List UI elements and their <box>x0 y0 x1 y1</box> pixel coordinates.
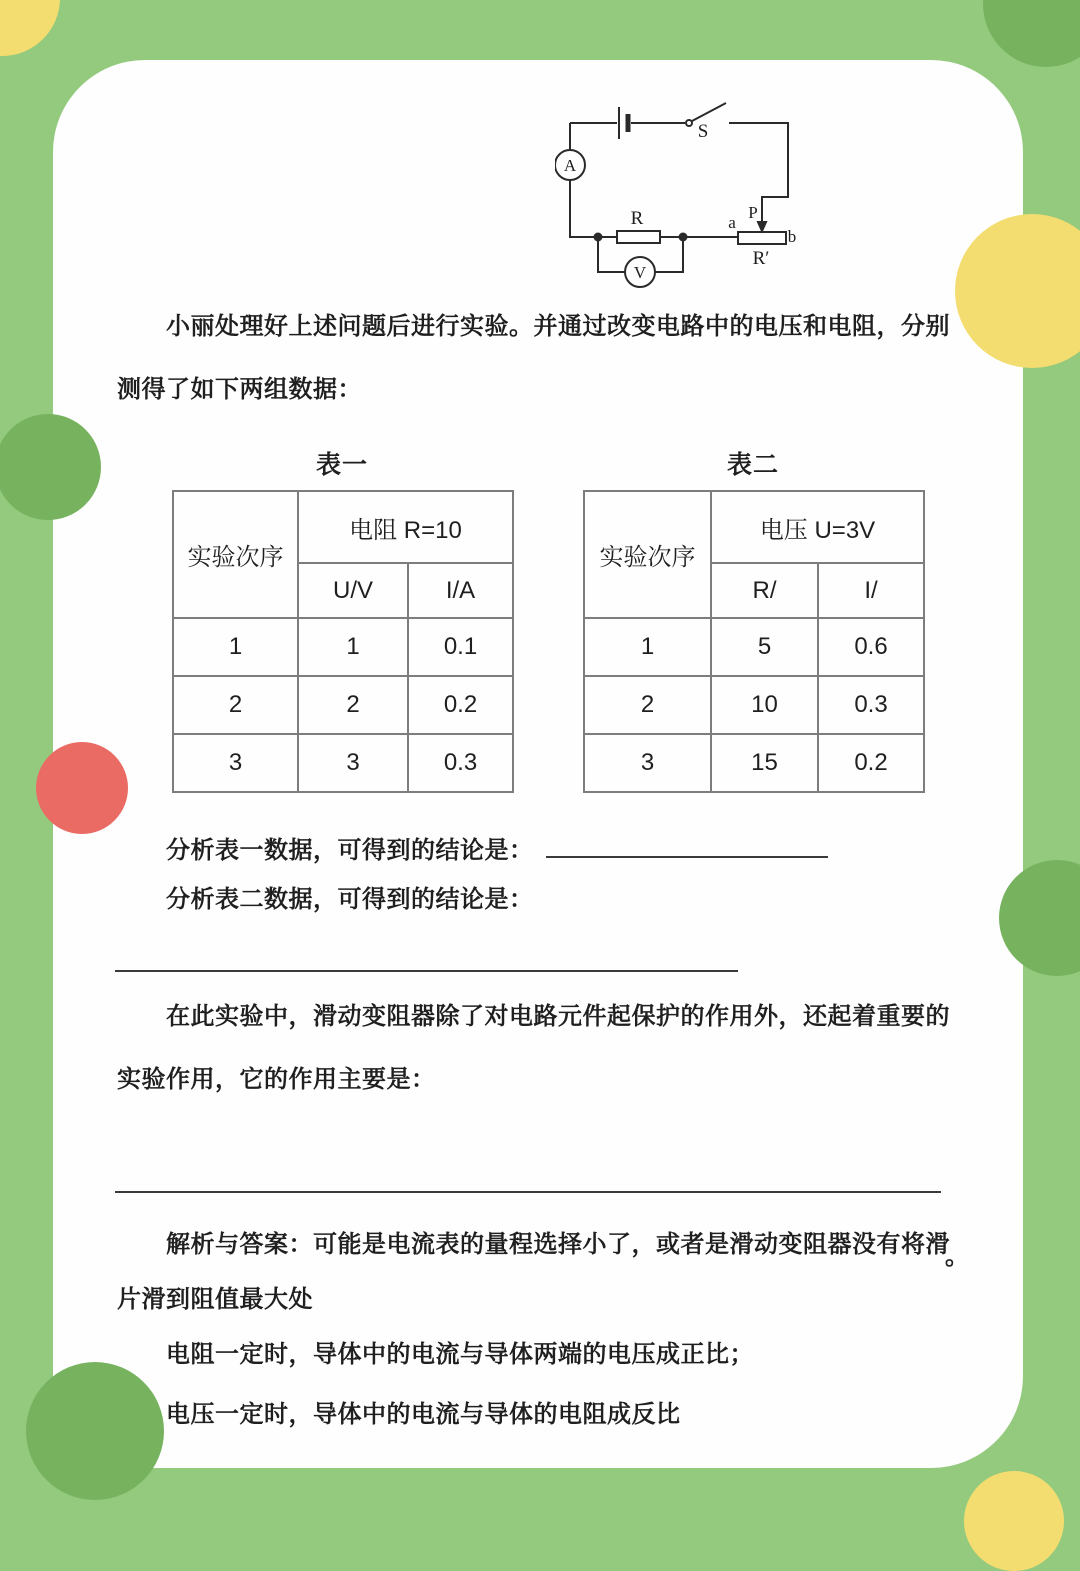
answer-conclusion-1: 电阻一定时，导体中的电流与导体两端的电压成正比； <box>166 1341 754 1368</box>
decor-circle-green-top-right <box>983 0 1080 67</box>
cell: 0.3 <box>818 676 924 734</box>
worksheet-card <box>53 60 1023 1468</box>
table-row <box>173 734 513 792</box>
table-two-span-header: 电压 U=3V <box>711 491 924 563</box>
circuit-svg <box>555 95 800 295</box>
blank-period: 。 <box>945 1243 969 1270</box>
intro-line-2: 测得了如下两组数据： <box>117 376 362 403</box>
decor-circle-green-left <box>0 414 101 520</box>
answer-conclusion-2: 电压一定时，导体中的电流与导体的电阻成反比 <box>166 1401 681 1428</box>
cell: 3 <box>173 734 298 792</box>
table-two-corner-header: 实验次序 <box>584 491 711 618</box>
table-two-col-header: R/ <box>711 563 818 618</box>
answer-blank-one <box>546 830 828 858</box>
table-one-section <box>172 448 512 793</box>
switch-label: S <box>697 121 709 142</box>
decor-circle-yellow-bottom-right <box>964 1471 1064 1571</box>
answer-line-1 <box>166 1230 950 1260</box>
circuit-diagram <box>555 95 800 295</box>
table-one-title: 表一 <box>315 451 368 479</box>
table-one-span-header: 电阻 R=10 <box>298 491 513 563</box>
rheostat-body <box>738 232 786 244</box>
terminal-b-label: b <box>787 227 797 246</box>
table-two-section <box>583 448 923 793</box>
question-three-line-2: 实验作用，它的作用主要是： <box>117 1066 436 1093</box>
table-row <box>584 618 924 676</box>
answer-blank-two <box>115 970 738 972</box>
question-one <box>166 830 828 866</box>
slider-label: P <box>748 203 758 222</box>
table-one-col-header: U/V <box>298 563 408 618</box>
switch-pivot <box>686 120 692 126</box>
cell: 2 <box>298 676 408 734</box>
terminal-a-label: a <box>728 213 736 232</box>
table-two-col-header: I/ <box>818 563 924 618</box>
question-two: 分析表二数据，可得到的结论是： <box>166 886 534 913</box>
table-two-title: 表二 <box>726 451 779 479</box>
cell: 1 <box>298 618 408 676</box>
cell: 2 <box>173 676 298 734</box>
table-row <box>584 676 924 734</box>
rheostat-label: R′ <box>752 248 770 269</box>
table-two <box>583 490 925 793</box>
table-row <box>173 618 513 676</box>
cell: 15 <box>711 734 818 792</box>
table-one-corner-header: 实验次序 <box>173 491 298 618</box>
cell: 3 <box>584 734 711 792</box>
cell: 1 <box>173 618 298 676</box>
voltmeter-label: V <box>633 263 647 282</box>
table-row <box>173 676 513 734</box>
cell: 0.1 <box>408 618 513 676</box>
resistor-label: R <box>630 208 644 229</box>
cell: 0.2 <box>818 734 924 792</box>
cell: 0.6 <box>818 618 924 676</box>
answer-blank-three <box>115 1191 941 1193</box>
question-one-label: 分析表一数据，可得到的结论是： <box>166 837 534 864</box>
decor-circle-red-left <box>36 742 128 834</box>
question-three-line-1: 在此实验中，滑动变阻器除了对电路元件起保护的作用外，还起着重要的 <box>166 1003 950 1030</box>
wire <box>729 123 788 221</box>
intro-line-1: 小丽处理好上述问题后进行实验。并通过改变电路中的电压和电阻，分别 <box>166 313 950 340</box>
cell: 0.2 <box>408 676 513 734</box>
decor-circle-green-bottom-left <box>26 1362 164 1500</box>
switch-blade <box>692 103 726 121</box>
answer-text: 可能是电流表的量程选择小了，或者是滑动变阻器没有将滑 <box>313 1231 950 1258</box>
ammeter-label: A <box>563 156 577 175</box>
answer-label: 解析与答案： <box>166 1231 313 1258</box>
cell: 2 <box>584 676 711 734</box>
cell: 3 <box>298 734 408 792</box>
decor-circle-yellow-top-left <box>0 0 60 56</box>
wire <box>570 180 617 237</box>
cell: 1 <box>584 618 711 676</box>
table-one-col-header: I/A <box>408 563 513 618</box>
cell: 10 <box>711 676 818 734</box>
table-one <box>172 490 514 793</box>
resistor-body <box>617 231 660 243</box>
slider-arrow-icon <box>758 222 766 231</box>
answer-line-2: 片滑到阻值最大处 <box>117 1286 313 1313</box>
cell: 0.3 <box>408 734 513 792</box>
table-row <box>584 734 924 792</box>
cell: 5 <box>711 618 818 676</box>
